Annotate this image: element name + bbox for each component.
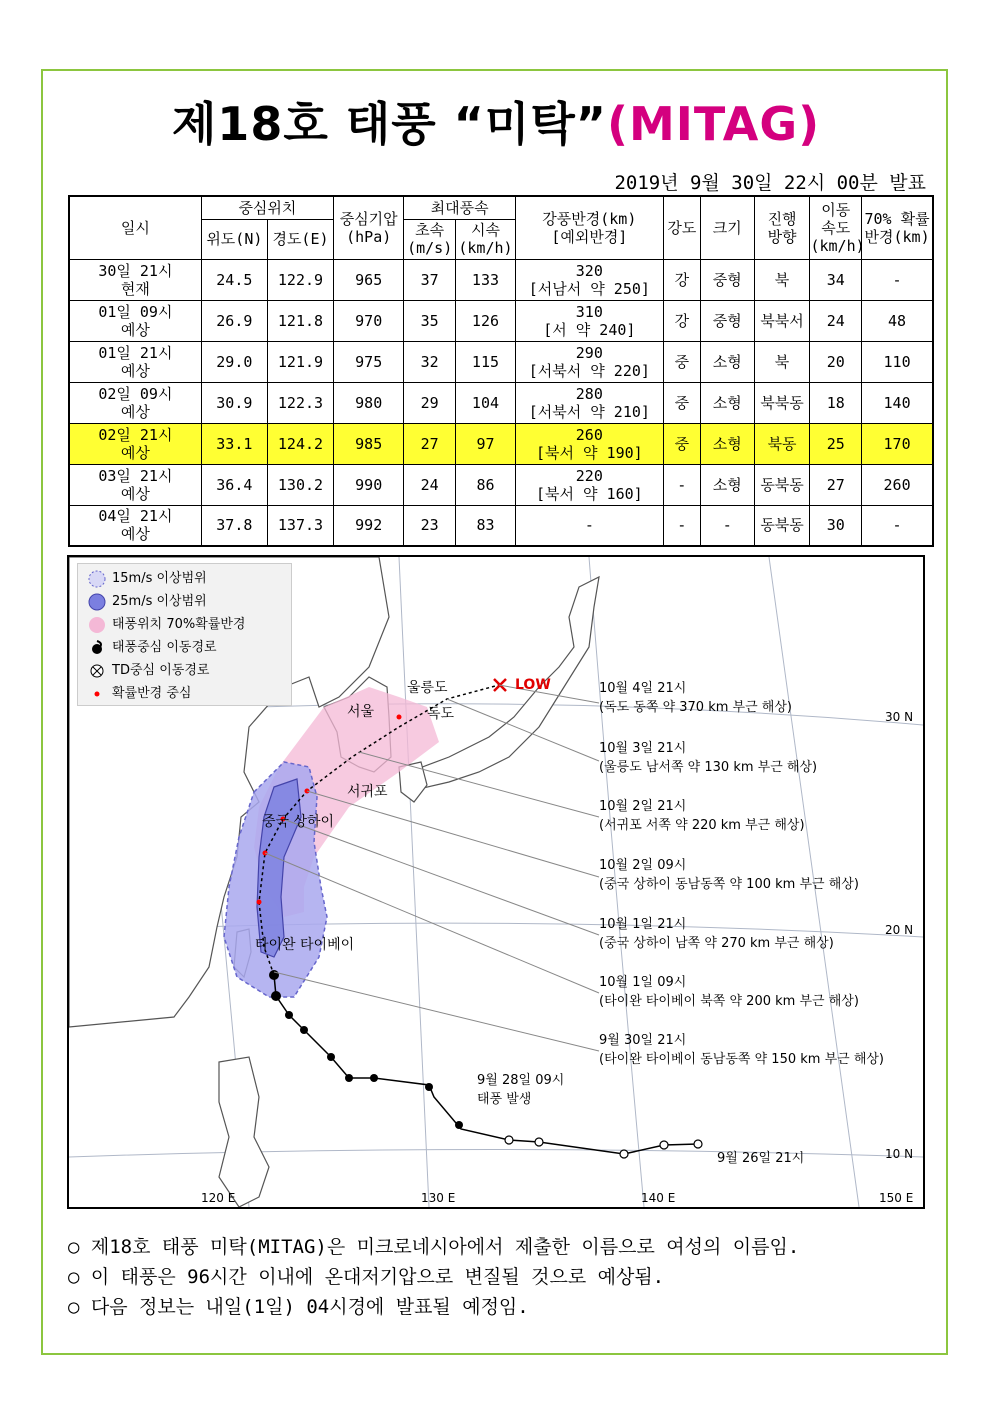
legend-prob-center: 확률반경 중심	[112, 686, 192, 701]
header-time: 일시	[69, 196, 201, 259]
cell-time: 02일 21시 예상	[69, 423, 201, 464]
cell-lat: 30.9	[201, 382, 267, 423]
cell-size: 소형	[700, 382, 754, 423]
cell-pressure: 965	[334, 259, 404, 300]
table-body	[69, 259, 933, 546]
cell-radius: 320 [서남서 약 250]	[515, 259, 663, 300]
cell-time: 02일 09시 예상	[69, 382, 201, 423]
cell-speed: 24	[810, 300, 862, 341]
header-intensity: 강도	[663, 196, 700, 259]
cell-pressure: 990	[334, 464, 404, 505]
header-wind-ms: 초속 (m/s)	[404, 219, 456, 259]
cell-prob: 140	[862, 382, 933, 423]
cell-size: -	[700, 505, 754, 546]
place-shanghai: 중국 상하이	[262, 814, 335, 830]
cell-kmh: 83	[456, 505, 516, 546]
annotation-oct4-21: 10월 4일 21시 (독도 동쪽 약 370 km 부근 해상)	[599, 681, 792, 715]
typhoon-track-map	[67, 555, 925, 1209]
cell-ms: 27	[404, 423, 456, 464]
cell-intensity: 강	[663, 300, 700, 341]
cell-radius: 220 [북서 약 160]	[515, 464, 663, 505]
cell-prob: -	[862, 259, 933, 300]
annotation-oct1-21: 10월 1일 21시 (중국 상하이 남쪽 약 270 km 부근 해상)	[599, 917, 834, 951]
legend-td-track: TD중심 이동경로	[112, 663, 210, 678]
header-lat: 위도(N)	[201, 219, 267, 259]
place-ulleungdo: 울릉도	[407, 680, 448, 696]
legend-td-icon	[88, 662, 106, 680]
header-radius: 강풍반경(km) [예외반경]	[515, 196, 663, 259]
cell-lon: 130.2	[267, 464, 333, 505]
annotation-sep30-21: 9월 30일 21시 (타이완 타이베이 동남동쪽 약 150 km 부근 해상)	[599, 1033, 885, 1067]
annotation-oct2-21: 10월 2일 21시 (서귀포 서쪽 약 220 km 부근 해상)	[599, 799, 805, 833]
cell-prob: -	[862, 505, 933, 546]
lat-tick-20: 20 N	[885, 923, 914, 937]
legend-prob: 태풍위치 70%확률반경	[112, 617, 246, 632]
place-seogwipo: 서귀포	[347, 784, 388, 800]
cell-kmh: 104	[456, 382, 516, 423]
cell-lat: 37.8	[201, 505, 267, 546]
cell-time: 04일 21시 예상	[69, 505, 201, 546]
cell-lon: 122.9	[267, 259, 333, 300]
cell-size: 소형	[700, 423, 754, 464]
cell-lon: 124.2	[267, 423, 333, 464]
cell-ms: 24	[404, 464, 456, 505]
cell-kmh: 86	[456, 464, 516, 505]
low-label: LOW	[515, 677, 551, 693]
annotation-oct1-09: 10월 1일 09시 (타이완 타이베이 북쪽 약 200 km 부근 해상)	[599, 975, 859, 1009]
legend-15ms-icon	[88, 570, 106, 588]
cell-intensity: 중	[663, 341, 700, 382]
legend-center-icon	[88, 685, 106, 703]
issued-time: 2019년 9월 30일 22시 00분 발표	[614, 172, 926, 194]
cell-speed: 27	[810, 464, 862, 505]
cell-dir: 북동	[754, 423, 810, 464]
cell-lat: 36.4	[201, 464, 267, 505]
cell-radius: 310 [서 약 240]	[515, 300, 663, 341]
cell-pressure: 992	[334, 505, 404, 546]
title-english: (MITAG)	[607, 97, 821, 151]
cell-kmh: 133	[456, 259, 516, 300]
cell-ms: 35	[404, 300, 456, 341]
cell-speed: 25	[810, 423, 862, 464]
cell-dir: 동북동	[754, 505, 810, 546]
cell-time: 03일 21시 예상	[69, 464, 201, 505]
cell-size: 소형	[700, 464, 754, 505]
place-dokdo: 독도	[427, 706, 455, 722]
cell-lon: 137.3	[267, 505, 333, 546]
cell-prob: 48	[862, 300, 933, 341]
cell-dir: 북북동	[754, 382, 810, 423]
cell-dir: 북북서	[754, 300, 810, 341]
cell-speed: 30	[810, 505, 862, 546]
philippines	[219, 1057, 269, 1207]
lon-tick-130: 130 E	[421, 1191, 456, 1205]
cell-radius: -	[515, 505, 663, 546]
table-row	[69, 259, 933, 300]
cell-pressure: 985	[334, 423, 404, 464]
cell-dir: 동북동	[754, 464, 810, 505]
cell-dir: 북	[754, 341, 810, 382]
cell-prob: 170	[862, 423, 933, 464]
lon-tick-140: 140 E	[641, 1191, 676, 1205]
cell-dir: 북	[754, 259, 810, 300]
header-pressure: 중심기압 (hPa)	[334, 196, 404, 259]
header-size: 크기	[700, 196, 754, 259]
note-3: ○ 다음 정보는 내일(1일) 04시경에 발표될 예정임.	[68, 1296, 529, 1318]
table-row	[69, 464, 933, 505]
table-row	[69, 505, 933, 546]
cell-prob: 260	[862, 464, 933, 505]
page-title: 제18호 태풍 “미탁”(MITAG)	[171, 97, 821, 151]
annotation-oct2-09: 10월 2일 09시 (중국 상하이 동남동쪽 약 100 km 부근 해상)	[599, 858, 859, 892]
table-row	[69, 382, 933, 423]
legend-typhoon-track: 태풍중심 이동경로	[112, 640, 217, 655]
cell-time: 01일 21시 예상	[69, 341, 201, 382]
table-row	[69, 341, 933, 382]
notes	[68, 1232, 799, 1322]
cell-ms: 37	[404, 259, 456, 300]
map-legend	[77, 563, 292, 706]
lat-tick-30: 30 N	[885, 710, 914, 724]
cell-intensity: 중	[663, 382, 700, 423]
cell-intensity: -	[663, 464, 700, 505]
cell-ms: 32	[404, 341, 456, 382]
cell-lat: 24.5	[201, 259, 267, 300]
header-wind: 최대풍속	[404, 196, 516, 219]
header-lon: 경도(E)	[267, 219, 333, 259]
header-center: 중심위치	[201, 196, 333, 219]
cell-pressure: 970	[334, 300, 404, 341]
cell-speed: 34	[810, 259, 862, 300]
header-probability: 70% 확률 반경(km)	[862, 196, 933, 259]
cell-size: 중형	[700, 259, 754, 300]
cell-size: 중형	[700, 300, 754, 341]
legend-prob-icon	[88, 616, 106, 634]
lat-tick-10: 10 N	[885, 1147, 914, 1161]
cell-pressure: 980	[334, 382, 404, 423]
cell-intensity: 강	[663, 259, 700, 300]
cell-intensity: -	[663, 505, 700, 546]
header-speed: 이동 속도 (km/h)	[810, 196, 862, 259]
cell-time: 30일 21시 현재	[69, 259, 201, 300]
cell-lat: 33.1	[201, 423, 267, 464]
lon-tick-150: 150 E	[879, 1191, 914, 1205]
cell-lon: 121.9	[267, 341, 333, 382]
cell-lat: 29.0	[201, 341, 267, 382]
cell-ms: 23	[404, 505, 456, 546]
cell-kmh: 126	[456, 300, 516, 341]
place-taipei: 타이완 타이베이	[255, 937, 355, 953]
cell-ms: 29	[404, 382, 456, 423]
note-2: ○ 이 태풍은 96시간 이내에 온대저기압으로 변질될 것으로 예상됨.	[68, 1266, 665, 1288]
cell-kmh: 115	[456, 341, 516, 382]
cell-lon: 121.8	[267, 300, 333, 341]
header-direction: 진행 방향	[754, 196, 810, 259]
cell-size: 소형	[700, 341, 754, 382]
cell-intensity: 중	[663, 423, 700, 464]
td-markers	[505, 1136, 702, 1158]
legend-25ms: 25m/s 이상범위	[112, 594, 207, 609]
place-seoul: 서울	[347, 704, 375, 720]
header-wind-kmh: 시속 (km/h)	[456, 219, 516, 259]
annotation-genesis: 9월 28일 09시 태풍 발생	[477, 1073, 565, 1107]
cell-pressure: 975	[334, 341, 404, 382]
legend-typhoon-icon	[88, 639, 106, 657]
typhoon-info-table	[68, 195, 934, 547]
cell-time: 01일 09시 예상	[69, 300, 201, 341]
table-row	[69, 300, 933, 341]
cell-speed: 18	[810, 382, 862, 423]
cell-lon: 122.3	[267, 382, 333, 423]
cell-radius: 290 [서북서 약 220]	[515, 341, 663, 382]
cell-radius: 260 [북서 약 190]	[515, 423, 663, 464]
legend-25ms-icon	[88, 593, 106, 611]
legend-15ms: 15m/s 이상범위	[112, 571, 207, 586]
cell-kmh: 97	[456, 423, 516, 464]
cell-prob: 110	[862, 341, 933, 382]
annotation-oct3-21: 10월 3일 21시 (울릉도 남서쪽 약 130 km 부근 해상)	[599, 741, 818, 775]
table-row	[69, 423, 933, 464]
cell-lat: 26.9	[201, 300, 267, 341]
note-1: ○ 제18호 태풍 미탁(MITAG)은 미크로네시아에서 제출한 이름으로 여성의 이름임.	[68, 1236, 800, 1258]
lon-tick-120: 120 E	[201, 1191, 236, 1205]
cell-radius: 280 [서북서 약 210]	[515, 382, 663, 423]
annotation-start: 9월 26일 21시	[717, 1151, 805, 1166]
cell-speed: 20	[810, 341, 862, 382]
